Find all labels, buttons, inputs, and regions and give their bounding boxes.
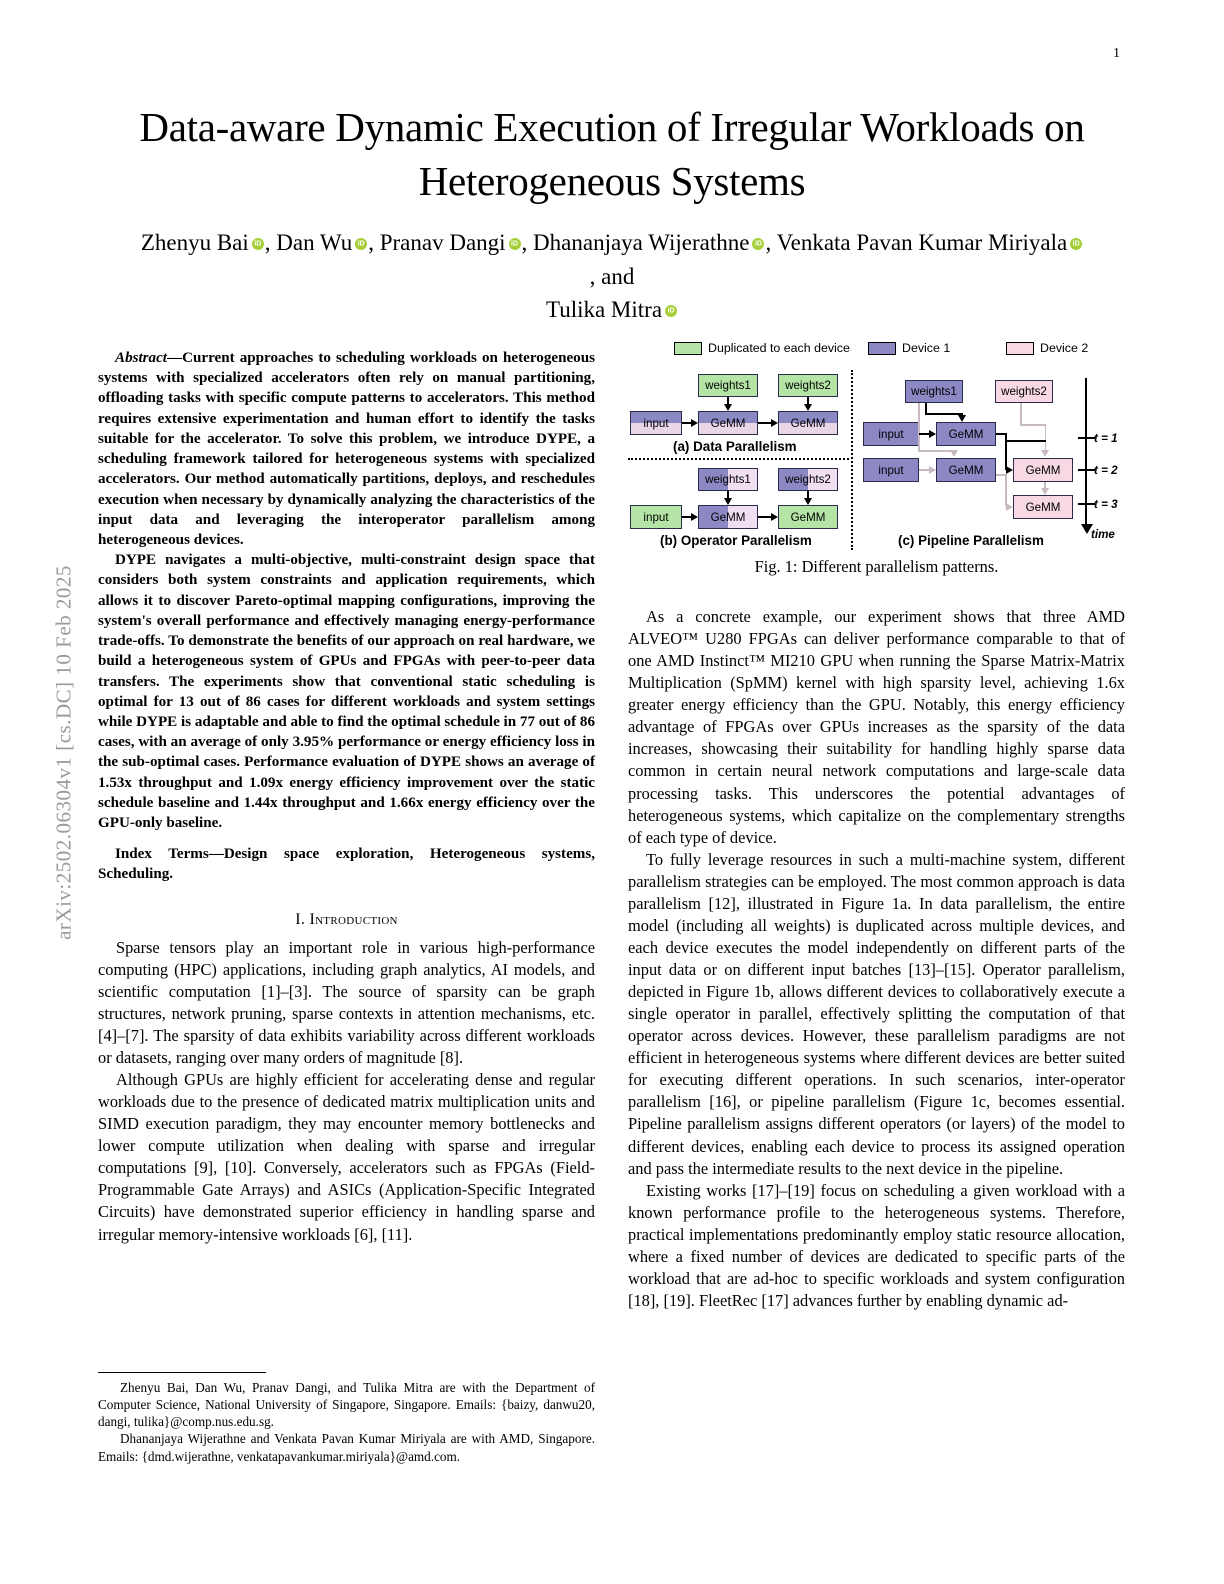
title-block bbox=[112, 100, 1112, 326]
section-numeral: I. bbox=[295, 910, 306, 928]
paragraph: To fully leverage resources in such a multi-machine system, different parallelism strategies can be employed. The most common approach is data parallelism [12], illustrated in Figure 1a. In data parallelism, the entire model (including all weights) is duplicated across multiple devices, and each device executes the model independently on different parts of the input data or on different input batches [13]–[15]. Operator parallelism, depicted in Figure 1b, allows different devices to collaboratively execute a single operator in parallel, effectively splitting the computation of that operator across devices. However, these parallelism paradigms are not efficient in heterogeneous systems where different devices are better suited for executing different operations. In such scenarios, inter-operator parallelism [16], or pipeline parallelism (Figure 1c, becomes essential. Pipeline parallelism assigns different operators (or layers) of the model to different devices, enabling each device to process its assigned operation and pass the intermediate results to the next device in the pipeline. bbox=[628, 849, 1125, 1178]
connector bbox=[919, 469, 929, 471]
footnote-paragraph: Zhenyu Bai, Dan Wu, Pranav Dangi, and Tulika Mitra are with the Department of Computer Science, National University of Singapore, Singapore. Emails: {baizy, danwu20, dangi, tulika}@comp.nus.edu.sg. bbox=[98, 1380, 595, 1430]
figure-divider-vertical bbox=[851, 370, 853, 550]
node-gemm-a1: GeMM bbox=[698, 411, 758, 435]
connector bbox=[758, 516, 771, 518]
arrow-right-icon bbox=[691, 513, 698, 521]
abstract-paragraph-2: DYPE navigates a multi-objective, multi-constraint design space that considers both system constraints and application requirements, which allows it to discover Pareto-optimal mapping configurations, improving the system's overall performance and effectively managing energy-performance trade-offs. To demonstrate the benefits of our approach on real hardware, we build a heterogeneous system of GPUs and FPGAs with peer-to-peer data transfers. The experiments show that conventional static scheduling is optimal for 13 out of 86 cases for different workloads and system settings while DYPE is adaptable and able to find the optimal schedule in 77 out of 86 cases, with an average of only 3.95% performance or energy efficiency loss in the sub-optimal cases. Performance evaluation of DYPE shows an average of 1.53x throughput and 1.09x energy efficiency improvement over the static schedule baseline and 1.44x throughput and 1.66x energy efficiency over the GPU-only baseline. bbox=[98, 552, 595, 832]
page-number: 1 bbox=[1113, 46, 1120, 61]
orcid-icon[interactable] bbox=[1070, 238, 1082, 250]
author-name: Tulika Mitra bbox=[545, 296, 663, 322]
figure-1 bbox=[628, 338, 1125, 577]
time-tick-label-1: t = 1 bbox=[1094, 432, 1118, 445]
node-input-b: input bbox=[630, 505, 682, 529]
node-weights1-a: weights1 bbox=[698, 374, 758, 397]
figure-legend bbox=[628, 341, 1125, 361]
connector bbox=[919, 433, 929, 435]
node-input-a: input bbox=[630, 411, 682, 435]
arrow-down-icon bbox=[958, 415, 966, 422]
legend-label: Duplicated to each device bbox=[708, 341, 850, 355]
node-weights1-b: weights1 bbox=[698, 468, 758, 491]
orcid-icon[interactable] bbox=[355, 238, 367, 250]
paragraph: Although GPUs are highly efficient for accelerating dense and regular workloads due to the presence of dedicated matrix multiplication units and SIMD execution paradigm, they may encounter memory bottlenecks and lower compute utilization when dealing with sparse and irregular computations [9], [10]. Conversely, accelerators such as FPGAs (Field-Programmable Gate Arrays) and ASICs (Application-Specific Integrated Circuits) have demonstrated superior efficiency in handling sparse and irregular memory-intensive workloads [6], [11]. bbox=[98, 1070, 595, 1244]
arrow-right-icon bbox=[1006, 466, 1013, 474]
abstract-block bbox=[98, 348, 595, 833]
connector bbox=[1005, 474, 1007, 506]
time-axis-label: time bbox=[1091, 528, 1115, 541]
orcid-icon[interactable] bbox=[252, 238, 264, 250]
author-list: Zhenyu Bai iD , Dan Wu iD , Pranav Dangi iD , Dhananjaya Wijerathne iD , Venkata Pavan Kumar MiriyalaiD, and Tulika MitraiD bbox=[112, 226, 1112, 326]
connector bbox=[1020, 424, 1046, 426]
node-gemm-b1: GeMM bbox=[698, 505, 758, 529]
arrow-down-icon bbox=[724, 498, 732, 505]
node-weights2-a: weights2 bbox=[778, 374, 838, 397]
author-name: Dan Wu bbox=[276, 230, 353, 256]
index-terms-lead: Index Terms bbox=[115, 846, 209, 863]
node-gemm-c4: GeMM bbox=[1013, 495, 1073, 519]
node-gemm-a2: GeMM bbox=[778, 411, 838, 435]
node-gemm-c2: GeMM bbox=[936, 458, 996, 482]
abstract-lead: Abstract bbox=[115, 350, 167, 366]
paragraph: As a concrete example, our experiment shows that three AMD ALVEO™ U280 FPGAs can deliver performance comparable to that of one AMD Instinct™ MI210 GPU when running the Sparse Matrix-Matrix Multiplication (SpMM) kernel with high sparsity level, achieving 1.6x greater energy efficiency than the GPU. Notably, this energy efficiency advantage of FPGAs over GPUs increases as the sparsity of the data increases, showcasing their suitability for handling highly sparse data common in certain neural network computations and large-scale data processing tasks. This underscores the potential advantages of heterogeneous systems, which capitalize on the complementary strengths of each type of device. bbox=[628, 607, 1125, 847]
legend-item-device-2 bbox=[1006, 341, 1088, 355]
panel-c-label: (c) Pipeline Parallelism bbox=[898, 533, 1044, 548]
figure-divider-horizontal bbox=[628, 458, 849, 460]
section-title: Introduction bbox=[309, 910, 398, 928]
arrow-down-icon bbox=[1041, 488, 1049, 495]
connector bbox=[682, 516, 691, 518]
arrow-right-icon bbox=[929, 430, 936, 438]
figure-1-canvas bbox=[628, 338, 1125, 553]
arrow-down-icon bbox=[724, 404, 732, 411]
legend-swatch-pink-icon bbox=[1006, 342, 1034, 355]
panel-a-label: (a) Data Parallelism bbox=[673, 439, 797, 454]
legend-label: Device 1 bbox=[902, 341, 951, 355]
abstract-paragraph-1: —Current approaches to scheduling workloads on heterogeneous systems with specialized accelerators often rely on manual partitioning, offloading tasks with specific compute patterns to accelerators. This method requires extensive experimentation and human effort to identify the tasks suitable for the accelerator. To solve this problem, we introduce DYPE, a scheduling framework tailored for heterogeneous systems with specialized accelerators. Our method automatically partitions, deploys, and reschedules execution when necessary by dynamically analyzing the characteristics of the input data and leveraging the interoperator parallelism among heterogeneous devices. bbox=[98, 350, 595, 548]
node-weights2-c: weights2 bbox=[995, 380, 1053, 403]
node-gemm-c1: GeMM bbox=[936, 422, 996, 446]
legend-swatch-green-icon bbox=[674, 342, 702, 355]
arrow-down-icon bbox=[950, 450, 958, 457]
orcid-icon[interactable] bbox=[665, 305, 677, 317]
time-tick-label-3: t = 3 bbox=[1094, 498, 1118, 511]
figure-1-caption: Fig. 1: Different parallelism patterns. bbox=[754, 557, 999, 576]
arrow-right-icon bbox=[771, 513, 778, 521]
panel-b-label: (b) Operator Parallelism bbox=[660, 533, 812, 548]
node-weights1-c: weights1 bbox=[905, 380, 963, 403]
connector bbox=[1005, 433, 1007, 469]
connector bbox=[918, 403, 920, 451]
connector bbox=[918, 450, 954, 452]
connector bbox=[758, 422, 771, 424]
footnote-rule bbox=[98, 1372, 266, 1373]
legend-label: Device 2 bbox=[1040, 341, 1089, 355]
author-name: Pranav Dangi bbox=[379, 230, 506, 256]
node-weights2-b: weights2 bbox=[778, 468, 838, 491]
connector bbox=[682, 422, 691, 424]
legend-swatch-purple-icon bbox=[868, 342, 896, 355]
node-gemm-b2: GeMM bbox=[778, 505, 838, 529]
arrow-right-icon bbox=[1006, 503, 1013, 511]
connector bbox=[1045, 424, 1047, 451]
introduction-body bbox=[98, 937, 595, 1246]
orcid-icon[interactable] bbox=[509, 238, 521, 250]
section-heading-introduction bbox=[98, 911, 595, 929]
arrow-down-icon bbox=[1041, 450, 1049, 457]
author-name: Zhenyu Bai bbox=[140, 230, 249, 256]
node-gemm-c3: GeMM bbox=[1013, 458, 1073, 482]
legend-item-device-1 bbox=[868, 341, 950, 355]
time-tick bbox=[1078, 437, 1095, 439]
time-tick bbox=[1078, 503, 1095, 505]
paragraph: Existing works [17]–[19] focus on scheduling a given workload with a known performance profile to the heterogeneous systems. Therefore, practical implementations predominantly employ static resource allocation, where a fixed number of devices are dedicated to specific parts of the workload that are ad-hoc to specific workloads and system configuration [18], [19]. FleetRec [17] advances further by enabling dynamic ad- bbox=[628, 1180, 1125, 1310]
arrow-down-icon bbox=[804, 498, 812, 505]
connector bbox=[1006, 440, 1046, 442]
index-terms-text: —Design space exploration, Heterogeneous systems, Scheduling. bbox=[98, 846, 596, 883]
arrow-down-icon bbox=[804, 404, 812, 411]
arxiv-stamp: arXiv:2502.06304v1 [cs.DC] 10 Feb 2025 bbox=[51, 565, 76, 940]
page-title: Data-aware Dynamic Execution of Irregular Workloads on Heterogeneous Systems bbox=[139, 104, 1085, 205]
time-tick-label-2: t = 2 bbox=[1094, 464, 1118, 477]
right-column bbox=[628, 606, 1125, 1312]
arrow-right-icon bbox=[771, 419, 778, 427]
legend-item-duplicated bbox=[674, 341, 850, 355]
arrow-right-icon bbox=[691, 419, 698, 427]
author-affiliation-footnote bbox=[98, 1372, 595, 1465]
right-column-body bbox=[628, 606, 1125, 1312]
time-tick bbox=[1078, 469, 1095, 471]
author-name: Venkata Pavan Kumar Miriyala bbox=[776, 230, 1068, 256]
arrow-right-icon bbox=[929, 466, 936, 474]
left-column bbox=[98, 348, 595, 1246]
node-input-c2: input bbox=[863, 458, 919, 482]
author-name: Dhananjaya Wijerathne bbox=[533, 230, 750, 256]
paragraph: Sparse tensors play an important role in various high-performance computing (HPC) applications, including graph analytics, AI models, and scientific computation [1]–[3]. The source of sparsity can be graph structures, network pruning, sparse contexts in attention mechanisms, etc. [4]–[7]. The sparsity of data exhibits variability across different workloads or datasets, ranging over many orders of magnitude [8]. bbox=[98, 937, 595, 1067]
index-terms bbox=[98, 844, 595, 884]
orcid-icon[interactable] bbox=[752, 238, 764, 250]
node-input-c1: input bbox=[863, 422, 919, 446]
footnote-paragraph: Dhananjaya Wijerathne and Venkata Pavan Kumar Miriyala are with AMD, Singapore. Emails: {dmd.wijerathne, venkatapavankumar.miriyala}@amd.com. bbox=[98, 1431, 595, 1464]
connector bbox=[1020, 403, 1022, 425]
